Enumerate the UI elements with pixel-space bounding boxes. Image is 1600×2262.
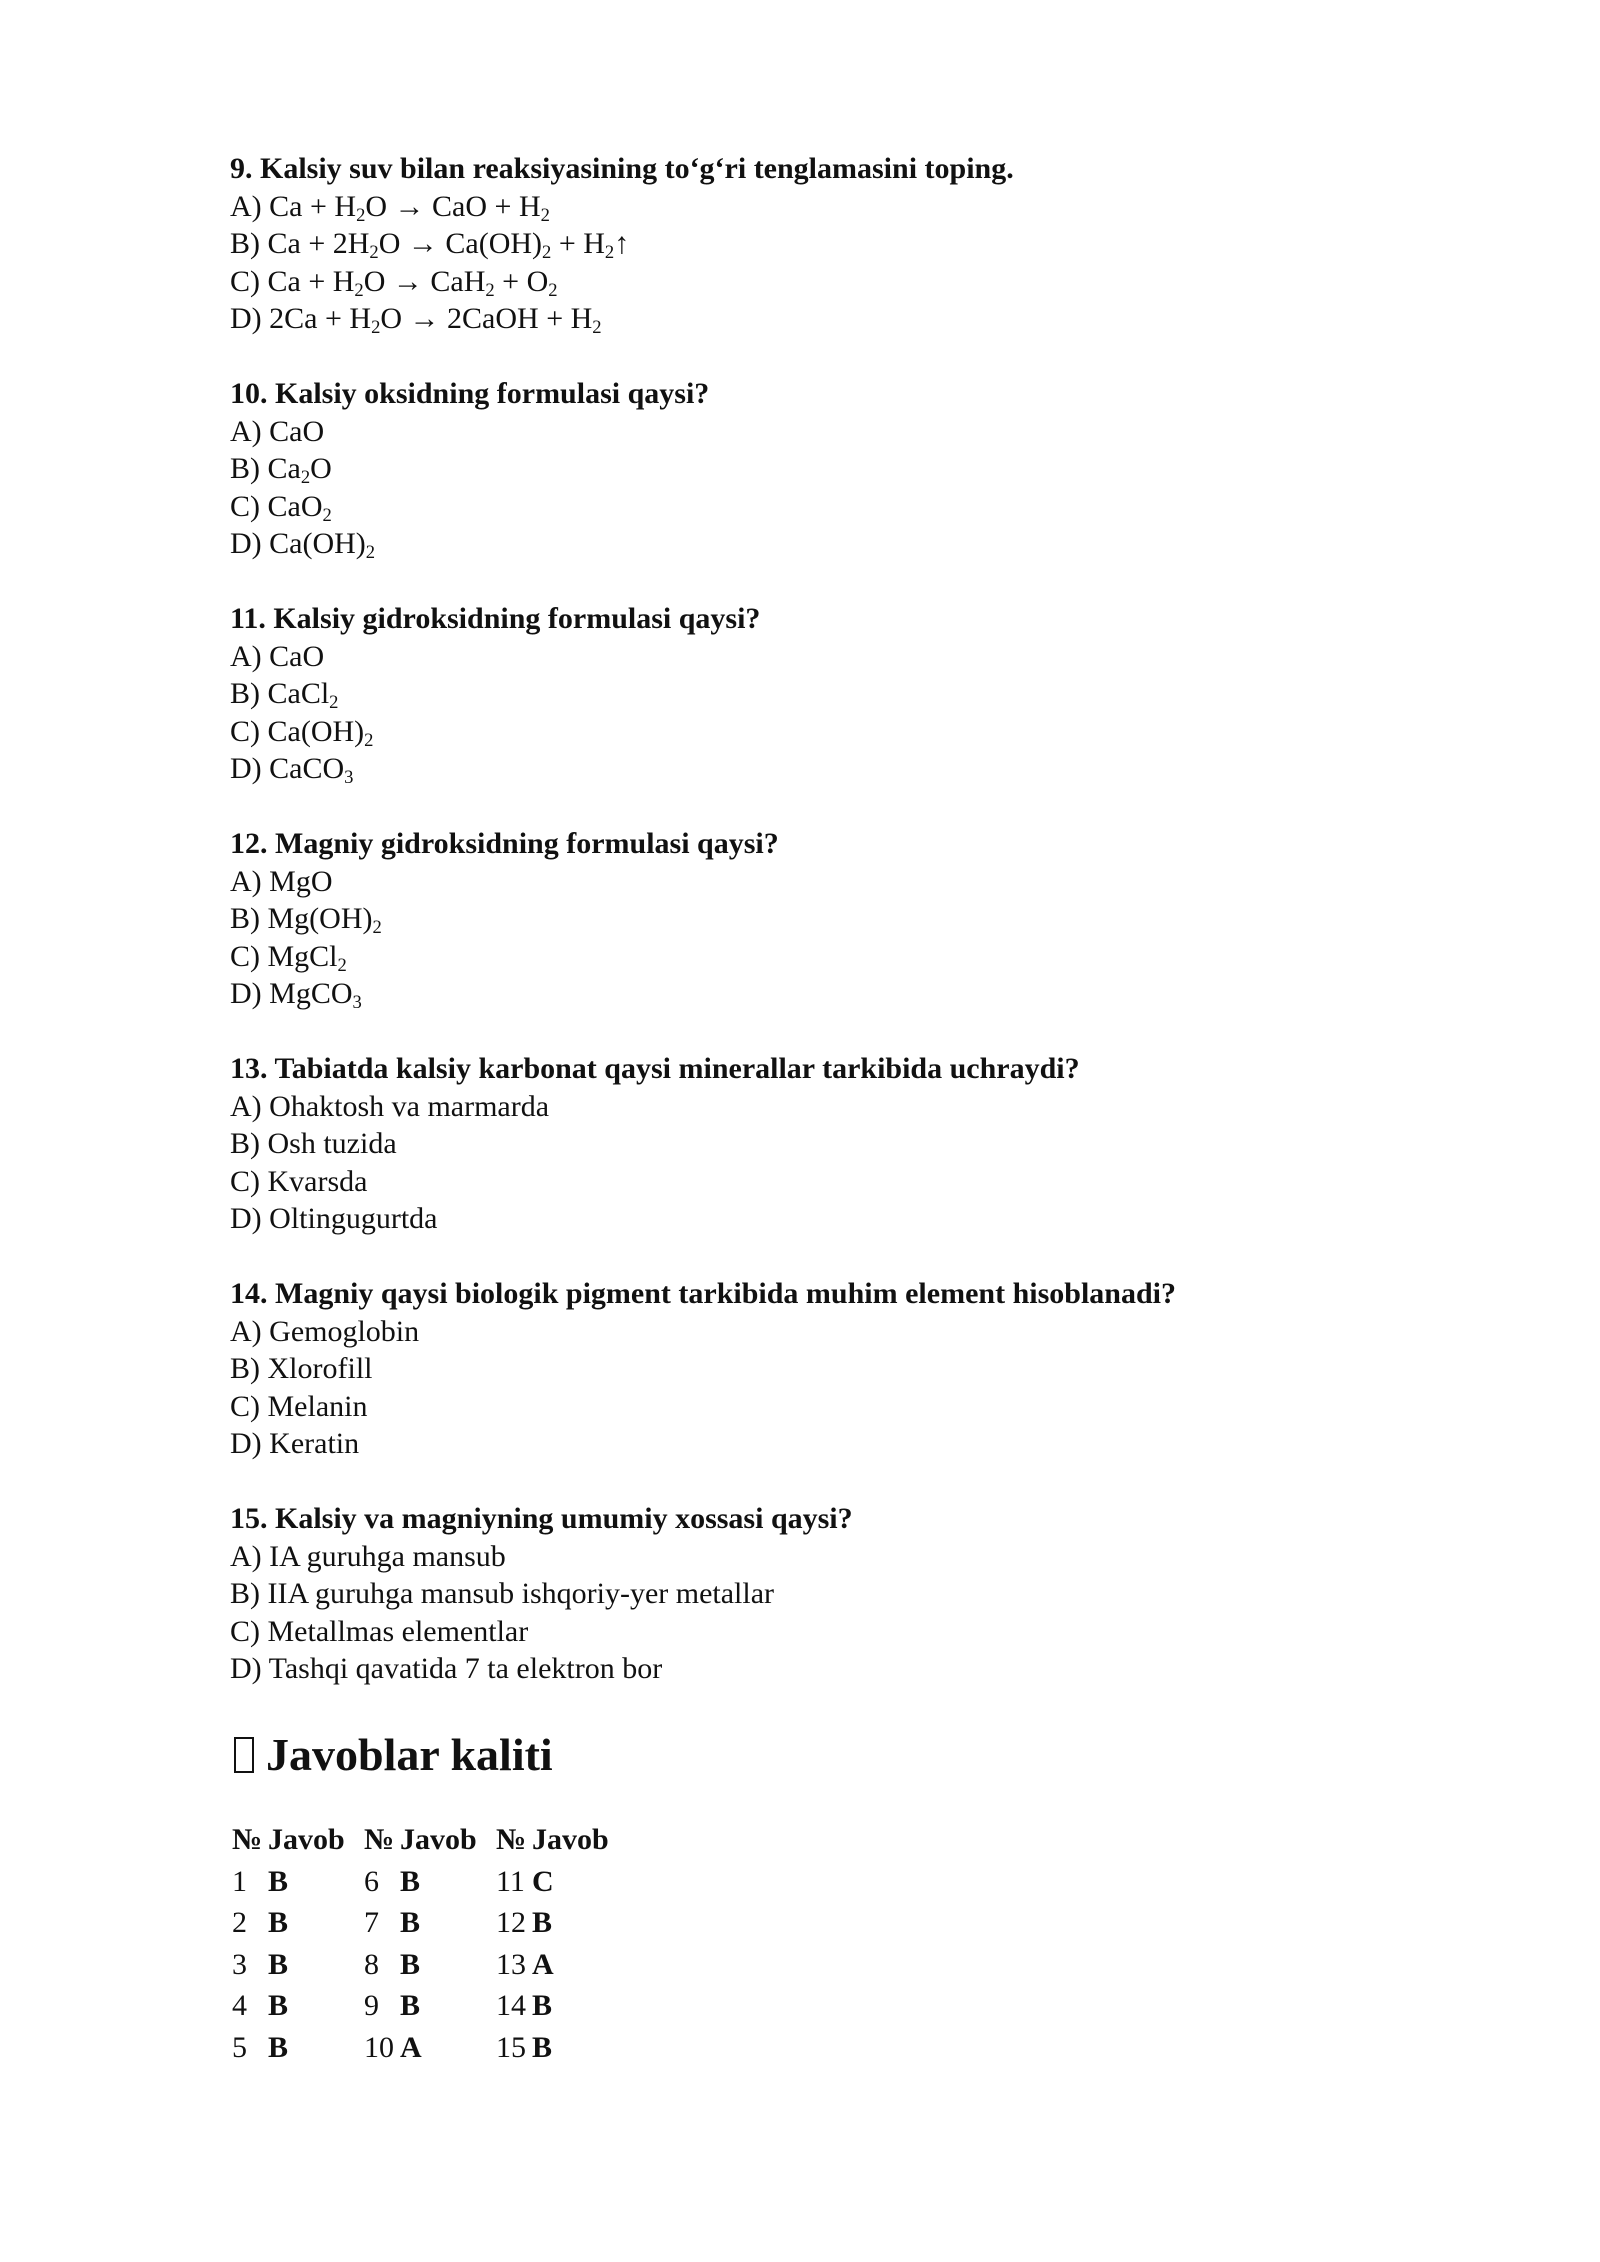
question-number-cell: 7 <box>364 1906 379 1939</box>
question-block <box>230 600 1430 788</box>
answer-option <box>230 225 1430 263</box>
answer-option <box>230 638 1430 676</box>
question-number-cell: 3 <box>232 1947 247 1981</box>
option-text: C) Ca(OH) <box>230 714 365 748</box>
header-answer: Javob <box>400 1823 477 1856</box>
answer-option <box>230 1088 1430 1126</box>
option-text: D) 2Ca + H <box>230 302 372 335</box>
option-text: B) CaCl <box>230 677 330 710</box>
question-number-cell: 5 <box>232 2030 247 2064</box>
answer-letter-cell: C <box>532 1864 554 1898</box>
option-text: D) MgCO <box>230 977 353 1010</box>
answer-option <box>230 1125 1430 1163</box>
option-text: O → 2CaOH + H <box>380 302 593 335</box>
answer-option <box>230 1538 1430 1576</box>
question-block <box>230 1050 1430 1238</box>
answer-key-heading <box>230 1725 1430 1785</box>
question-number-cell: 1 <box>232 1864 247 1898</box>
answer-letter-cell: A <box>400 2030 422 2064</box>
answer-option <box>230 488 1430 526</box>
option-text: A) CaO <box>230 414 325 448</box>
question-title: 14. Magniy qaysi biologik pigment tarkibida muhim element hisoblanadi? <box>230 1277 1176 1310</box>
answer-option <box>230 188 1430 226</box>
option-subscript: 2 <box>354 279 364 301</box>
header-answer: Javob <box>268 1823 345 1856</box>
answer-option <box>230 1425 1430 1463</box>
answer-key-row <box>232 1944 628 1986</box>
answer-option <box>230 750 1430 788</box>
answer-letter-cell: B <box>400 1989 421 2022</box>
answer-option <box>230 713 1430 751</box>
answer-letter-cell: B <box>268 1989 289 2022</box>
option-subscript: 3 <box>344 767 354 789</box>
answer-key-row <box>232 1861 628 1903</box>
answer-option <box>230 1350 1430 1388</box>
option-text: C) MgCl <box>230 939 338 973</box>
option-subscript: 2 <box>322 504 332 526</box>
question-title: 10. Kalsiy oksidning formulasi qaysi? <box>230 377 710 410</box>
answer-letter-cell: B <box>400 1906 421 1939</box>
option-text: D) CaCO <box>230 752 345 785</box>
option-subscript: 2 <box>365 542 376 564</box>
question-number-cell: 6 <box>364 1864 379 1898</box>
answer-key-header-row <box>232 1819 628 1861</box>
option-text: A) MgO <box>230 864 333 898</box>
option-text: A) Gemoglobin <box>230 1314 420 1348</box>
option-text: O → Ca(OH) <box>378 227 543 260</box>
answer-option <box>230 1650 1430 1688</box>
answer-letter-cell: B <box>400 1864 421 1898</box>
question-block <box>230 1500 1430 1688</box>
option-subscript: 2 <box>540 204 550 226</box>
answer-key-row <box>232 2027 628 2069</box>
answer-letter-cell: B <box>532 1989 553 2022</box>
answer-option <box>230 413 1430 451</box>
question-block <box>230 150 1430 338</box>
answer-key-table <box>232 1819 628 2068</box>
question-number-cell: 10 <box>364 2030 394 2064</box>
answer-letter-cell: B <box>400 1947 421 1981</box>
answer-letter-cell: B <box>268 1947 289 1981</box>
header-answer: Javob <box>532 1823 609 1856</box>
option-text: A) IA guruhga mansub <box>230 1539 506 1573</box>
option-text: B) Ca + 2H <box>230 227 370 260</box>
answer-option <box>230 1163 1430 1201</box>
answer-option <box>230 863 1430 901</box>
answer-letter-cell: B <box>268 1864 289 1898</box>
option-subscript: 2 <box>372 917 382 939</box>
option-text: D) Keratin <box>230 1427 360 1460</box>
option-subscript: 2 <box>369 242 379 264</box>
answer-option <box>230 675 1430 713</box>
option-text: B) Osh tuzida <box>230 1127 397 1160</box>
answer-option <box>230 1200 1430 1238</box>
option-text: D) Tashqi qavatida 7 ta elektron bor <box>230 1652 663 1685</box>
question-title: 13. Tabiatda kalsiy karbonat qaysi minerallar tarkibida uchraydi? <box>230 1052 1080 1085</box>
answer-letter-cell: B <box>532 2030 553 2064</box>
option-text: D) Oltingugurtda <box>230 1202 438 1235</box>
option-text: B) IIA guruhga mansub ishqoriy-yer metallar <box>230 1577 775 1610</box>
option-text: O → CaO + H <box>365 189 541 223</box>
option-subscript: 2 <box>604 242 615 264</box>
option-subscript: 2 <box>364 729 374 751</box>
answer-option <box>230 1613 1430 1651</box>
answer-letter-cell: B <box>268 2030 289 2064</box>
answer-option <box>230 900 1430 938</box>
header-number: № <box>364 1823 395 1856</box>
option-subscript: 2 <box>371 317 381 339</box>
answer-option <box>230 263 1430 301</box>
option-text: O → CaH <box>363 264 486 298</box>
question-number-cell: 11 <box>496 1864 525 1898</box>
option-text: B) Ca <box>230 452 301 485</box>
answer-option <box>230 975 1430 1013</box>
option-text: C) Melanin <box>230 1389 368 1423</box>
option-text: C) Kvarsda <box>230 1164 368 1198</box>
option-subscript: 2 <box>329 692 339 714</box>
option-text: B) Xlorofill <box>230 1352 373 1385</box>
option-text: A) CaO <box>230 639 325 673</box>
missing-glyph-box-icon <box>234 1737 254 1773</box>
answer-key-body <box>232 1861 628 2069</box>
answer-key-title: Javoblar kaliti <box>266 1729 553 1780</box>
question-title: 9. Kalsiy suv bilan reaksiyasining to‘g‘ri tenglamasini toping. <box>230 152 1014 185</box>
question-title: 15. Kalsiy va magniyning umumiy xossasi qaysi? <box>230 1502 853 1535</box>
question-title: 12. Magniy gidroksidning formulasi qaysi? <box>230 827 779 860</box>
option-text: + O <box>494 264 549 298</box>
option-text: B) Mg(OH) <box>230 902 373 935</box>
option-text: O <box>310 452 332 485</box>
question-block <box>230 825 1430 1013</box>
question-number-cell: 14 <box>496 1989 526 2022</box>
question-number-cell: 4 <box>232 1989 247 2022</box>
answer-option <box>230 300 1430 338</box>
option-text: + H <box>551 227 605 260</box>
question-list <box>230 150 1430 1688</box>
option-text: A) Ohaktosh va marmarda <box>230 1089 550 1123</box>
question-number-cell: 15 <box>496 2030 526 2064</box>
question-number-cell: 9 <box>364 1989 379 2022</box>
option-subscript: 2 <box>548 279 558 301</box>
answer-option <box>230 525 1430 563</box>
option-subscript: 2 <box>542 242 552 264</box>
answer-key-row <box>232 1902 628 1944</box>
option-text: A) Ca + H <box>230 189 357 223</box>
option-text: C) CaO <box>230 489 323 523</box>
option-text: ↑ <box>614 227 630 260</box>
answer-letter-cell: A <box>532 1947 554 1981</box>
answer-option <box>230 1388 1430 1426</box>
question-block <box>230 1275 1430 1463</box>
question-number-cell: 12 <box>496 1906 526 1939</box>
option-subscript: 3 <box>352 992 362 1014</box>
question-number-cell: 13 <box>496 1947 526 1981</box>
option-subscript: 2 <box>356 204 366 226</box>
document-content <box>230 150 1430 2068</box>
answer-option <box>230 450 1430 488</box>
answer-letter-cell: B <box>532 1906 553 1939</box>
answer-letter-cell: B <box>268 1906 289 1939</box>
question-number-cell: 2 <box>232 1906 247 1939</box>
question-title: 11. Kalsiy gidroksidning formulasi qaysi? <box>230 602 761 635</box>
option-subscript: 2 <box>300 467 311 489</box>
answer-option <box>230 1313 1430 1351</box>
answer-option <box>230 938 1430 976</box>
option-text: D) Ca(OH) <box>230 527 366 560</box>
answer-option <box>230 1575 1430 1613</box>
option-text: C) Ca + H <box>230 264 355 298</box>
question-number-cell: 8 <box>364 1947 379 1981</box>
option-subscript: 2 <box>592 317 602 339</box>
answer-key-row <box>232 1985 628 2027</box>
option-text: C) Metallmas elementlar <box>230 1614 529 1648</box>
header-number: № <box>232 1823 263 1856</box>
header-number: № <box>496 1823 527 1856</box>
option-subscript: 2 <box>337 954 347 976</box>
question-block <box>230 375 1430 563</box>
option-subscript: 2 <box>485 279 495 301</box>
